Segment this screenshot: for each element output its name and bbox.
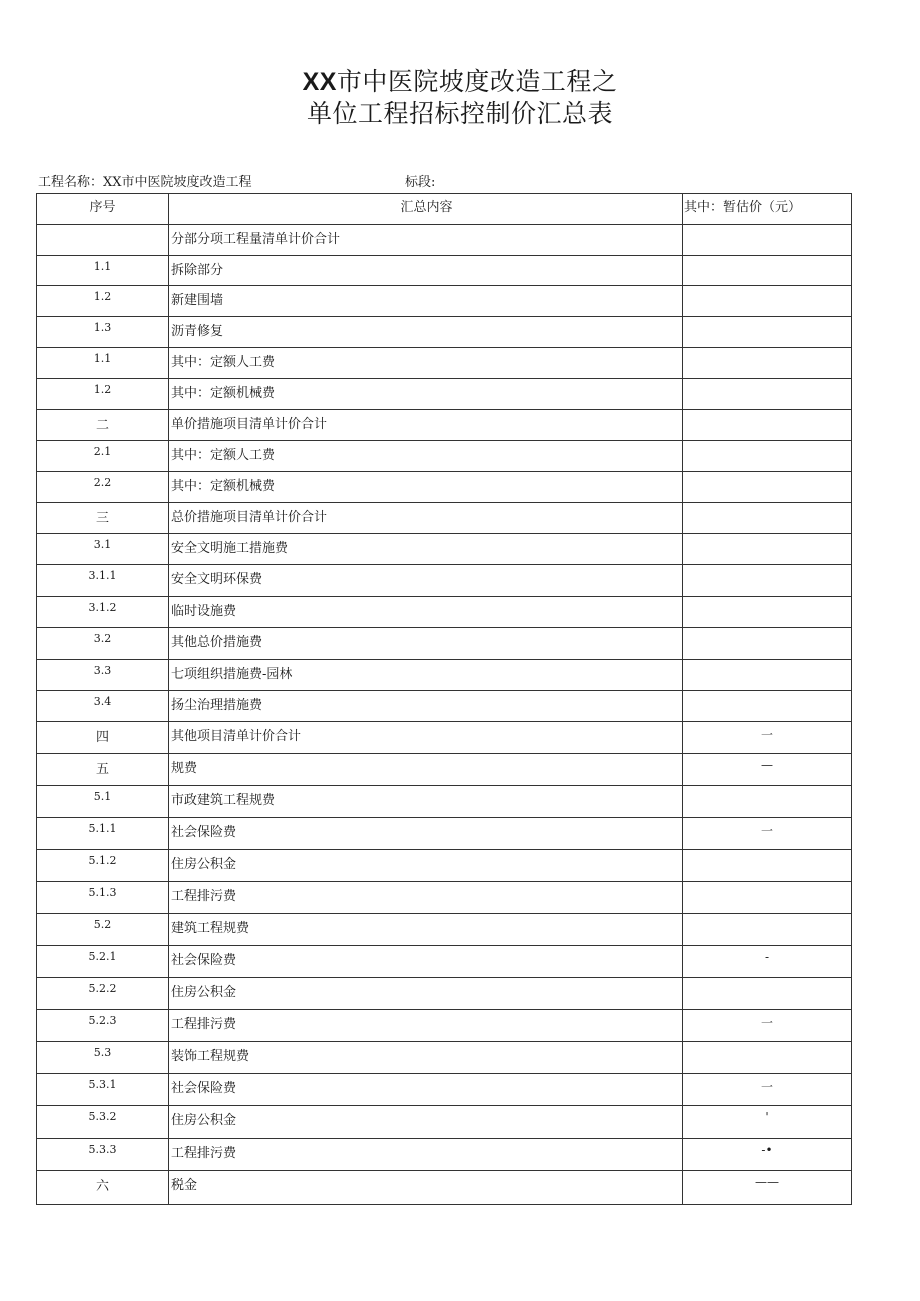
row-provisional-value (683, 534, 852, 565)
row-provisional-value (683, 850, 852, 882)
row-content: 规费 (169, 754, 683, 786)
row-seq: 1.2 (37, 286, 169, 317)
row-content: 其中：定额机械费 (169, 379, 683, 410)
table-row (37, 818, 852, 850)
row-seq: 5.2.2 (37, 978, 169, 1010)
row-seq: 5.3.2 (37, 1106, 169, 1139)
row-seq: 3.3 (37, 660, 169, 691)
row-content: 社会保险费 (169, 1074, 683, 1106)
row-content: 装饰工程规费 (169, 1042, 683, 1074)
row-provisional-value: -• (683, 1139, 852, 1171)
row-content: 临时设施费 (169, 597, 683, 628)
table-row (37, 225, 852, 256)
row-seq: 5.2.1 (37, 946, 169, 978)
row-content: 安全文明施工措施费 (169, 534, 683, 565)
table-row (37, 914, 852, 946)
row-content: 其中：定额人工费 (169, 441, 683, 472)
row-provisional-value: 一 (683, 722, 852, 754)
row-content: 其他总价措施费 (169, 628, 683, 660)
section-label: 标段: (405, 175, 436, 190)
row-provisional-value (683, 348, 852, 379)
row-provisional-value (683, 441, 852, 472)
row-provisional-value (683, 256, 852, 286)
row-provisional-value: — (683, 754, 852, 786)
table-row (37, 1106, 852, 1139)
row-content: 建筑工程规费 (169, 914, 683, 946)
row-provisional-value: 一 (683, 1010, 852, 1042)
table-row (37, 1171, 852, 1205)
row-seq: 3.1 (37, 534, 169, 565)
row-provisional-value (683, 503, 852, 534)
row-content: 总价措施项目清单计价合计 (169, 503, 683, 534)
table-row (37, 786, 852, 818)
row-provisional-value (683, 597, 852, 628)
row-seq: 1.1 (37, 256, 169, 286)
row-provisional-value: - (683, 946, 852, 978)
row-provisional-value: ' (683, 1106, 852, 1139)
row-content: 沥青修复 (169, 317, 683, 348)
document-title-line-1 (0, 66, 920, 98)
row-seq: 5.1.3 (37, 882, 169, 914)
row-provisional-value (683, 565, 852, 597)
row-seq: 5.1 (37, 786, 169, 818)
table-row (37, 256, 852, 286)
row-provisional-value (683, 786, 852, 818)
row-seq (37, 225, 169, 256)
row-content: 市政建筑工程规费 (169, 786, 683, 818)
table-row (37, 379, 852, 410)
table-row (37, 850, 852, 882)
row-provisional-value (683, 691, 852, 722)
table-row (37, 441, 852, 472)
document-title-line-2: 单位工程招标控制价汇总表 (306, 99, 613, 128)
table-row (37, 565, 852, 597)
row-provisional-value (683, 882, 852, 914)
row-seq: 2.2 (37, 472, 169, 503)
project-name: 工程名称：XX市中医院坡度改造工程 (38, 175, 252, 190)
table-row (37, 882, 852, 914)
row-seq: 3.2 (37, 628, 169, 660)
row-content: 其中：定额人工费 (169, 348, 683, 379)
row-seq: 3.4 (37, 691, 169, 722)
row-content: 其中：定额机械费 (169, 472, 683, 503)
table-row (37, 754, 852, 786)
row-provisional-value (683, 628, 852, 660)
row-provisional-value (683, 914, 852, 946)
row-content: 分部分项工程量清单计价合计 (169, 225, 683, 256)
row-seq: 三 (37, 503, 169, 534)
project-meta (38, 174, 850, 192)
table-row (37, 410, 852, 441)
row-seq: 5.2.3 (37, 1010, 169, 1042)
table-row (37, 1139, 852, 1171)
row-provisional-value (683, 978, 852, 1010)
header-provisional: 其中：暂估价（元） (683, 194, 852, 225)
row-seq: 5.2 (37, 914, 169, 946)
row-provisional-value (683, 286, 852, 317)
row-seq: 二 (37, 410, 169, 441)
table-row (37, 628, 852, 660)
row-seq: 5.3.1 (37, 1074, 169, 1106)
table-row (37, 660, 852, 691)
row-seq: 1.3 (37, 317, 169, 348)
table-row (37, 978, 852, 1010)
row-content: 工程排污费 (169, 1010, 683, 1042)
row-seq: 3.1.1 (37, 565, 169, 597)
row-seq: 六 (37, 1171, 169, 1205)
row-seq: 5.1.1 (37, 818, 169, 850)
row-content: 住房公积金 (169, 978, 683, 1010)
title-rest: 市中医院坡度改造工程之 (336, 67, 618, 96)
row-content: 税金 (169, 1171, 683, 1205)
row-provisional-value (683, 660, 852, 691)
row-content: 工程排污费 (169, 1139, 683, 1171)
row-provisional-value: 一 (683, 1074, 852, 1106)
summary-table (36, 193, 852, 1205)
table-row (37, 946, 852, 978)
table-row (37, 1010, 852, 1042)
table-row (37, 1042, 852, 1074)
row-provisional-value (683, 1042, 852, 1074)
row-content: 其他项目清单计价合计 (169, 722, 683, 754)
row-provisional-value: 一 (683, 818, 852, 850)
row-seq: 5.3.3 (37, 1139, 169, 1171)
row-content: 住房公积金 (169, 850, 683, 882)
row-content: 工程排污费 (169, 882, 683, 914)
row-seq: 五 (37, 754, 169, 786)
row-seq: 1.1 (37, 348, 169, 379)
row-seq: 3.1.2 (37, 597, 169, 628)
row-content: 安全文明环保费 (169, 565, 683, 597)
header-seq: 序号 (37, 194, 169, 225)
table-row (37, 503, 852, 534)
row-seq: 5.3 (37, 1042, 169, 1074)
row-seq: 四 (37, 722, 169, 754)
table-row (37, 597, 852, 628)
row-provisional-value (683, 410, 852, 441)
row-content: 扬尘治理措施费 (169, 691, 683, 722)
row-provisional-value (683, 225, 852, 256)
row-provisional-value (683, 317, 852, 348)
table-row (37, 472, 852, 503)
row-provisional-value (683, 379, 852, 410)
table-row (37, 534, 852, 565)
row-content: 住房公积金 (169, 1106, 683, 1139)
header-content: 汇总内容 (169, 194, 683, 225)
row-provisional-value: —— (683, 1171, 852, 1205)
row-provisional-value (683, 472, 852, 503)
row-seq: 2.1 (37, 441, 169, 472)
row-content: 七项组织措施费-园林 (169, 660, 683, 691)
row-content: 新建围墙 (169, 286, 683, 317)
table-row (37, 317, 852, 348)
row-content: 社会保险费 (169, 946, 683, 978)
table-row (37, 722, 852, 754)
table-row (37, 1074, 852, 1106)
row-seq: 5.1.2 (37, 850, 169, 882)
table-header-row (37, 194, 852, 225)
title-prefix: XX (302, 68, 337, 96)
table-row (37, 286, 852, 317)
row-content: 社会保险费 (169, 818, 683, 850)
table-row (37, 348, 852, 379)
table-row (37, 691, 852, 722)
row-seq: 1.2 (37, 379, 169, 410)
row-content: 单价措施项目清单计价合计 (169, 410, 683, 441)
row-content: 拆除部分 (169, 256, 683, 286)
